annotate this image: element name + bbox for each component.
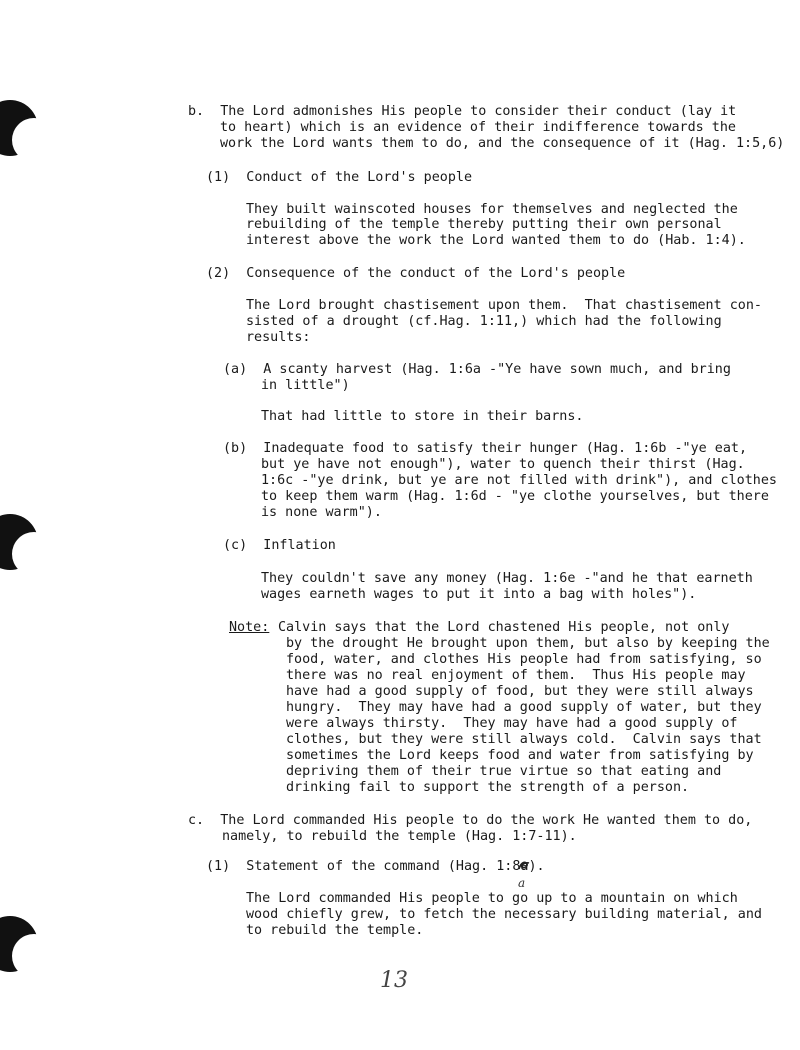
- handwritten-mark: a: [518, 876, 526, 890]
- text-line: sisted of a drought (cf.Hag. 1:11,) which had the following: [246, 314, 722, 329]
- text-line: to heart) which is an evidence of their indifference towards the: [220, 120, 736, 135]
- text-line: wood chiefly grew, to fetch the necessary building material, and: [246, 907, 762, 922]
- text-line: work the Lord wants them to do, and the consequence of it (Hag. 1:5,6): [220, 136, 785, 151]
- text-line: were always thirsty. They may have had a good supply of: [286, 716, 738, 731]
- text-line: namely, to rebuild the temple (Hag. 1:7-11).: [222, 829, 577, 844]
- text-line: there was no real enjoyment of them. Thus His people may: [286, 668, 746, 683]
- text-line: wages earneth wages to put it into a bag with holes").: [261, 587, 697, 602]
- text-line: is none warm").: [261, 505, 382, 520]
- text-line: b. The Lord admonishes His people to consider their conduct (lay it: [188, 104, 737, 119]
- text-line: sometimes the Lord keeps food and water from satisfying by: [286, 748, 754, 763]
- binder-hole-middle: [0, 514, 38, 570]
- text-line: Note:: [229, 620, 270, 635]
- text-line: depriving them of their true virtue so that eating and: [286, 764, 722, 779]
- text-line: to keep them warm (Hag. 1:6d - "ye clothe yourselves, but there: [261, 489, 769, 504]
- binder-hole-top: [0, 100, 38, 156]
- text-line: drinking fail to support the strength of a person.: [286, 780, 690, 795]
- text-line: (b) Inadequate food to satisfy their hunger (Hag. 1:6b -"ye eat,: [223, 441, 748, 456]
- text-line: results:: [246, 330, 311, 345]
- text-line: 1:6c -"ye drink, but ye are not filled with drink"), and clothes: [261, 473, 777, 488]
- text-line: food, water, and clothes His people had from satisfying, so: [286, 652, 762, 667]
- text-line: (1) Statement of the command (Hag. 1:8a).: [206, 859, 545, 874]
- text-line: by the drought He brought upon them, but also by keeping the: [286, 636, 770, 651]
- text-line: The Lord brought chastisement upon them. That chastisement con-: [246, 298, 762, 313]
- text-line: (a) A scanty harvest (Hag. 1:6a -"Ye have sown much, and bring: [223, 362, 731, 377]
- text-line: c. The Lord commanded His people to do the work He wanted them to do,: [188, 813, 753, 828]
- binder-hole-bottom: [0, 916, 38, 972]
- text-line: (1) Conduct of the Lord's people: [206, 170, 473, 185]
- text-line: They built wainscoted houses for themselves and neglected the: [246, 202, 738, 217]
- text-line: clothes, but they were still always cold. Calvin says that: [286, 732, 762, 747]
- page-number: 13: [380, 968, 408, 993]
- text-line: in little"): [261, 378, 350, 393]
- text-line: (c) Inflation: [223, 538, 336, 553]
- text-line: interest above the work the Lord wanted them to do (Hab. 1:4).: [246, 233, 746, 248]
- text-line: to rebuild the temple.: [246, 923, 424, 938]
- text-line: That had little to store in their barns.: [261, 409, 584, 424]
- text-line: rebuilding of the temple thereby putting their own personal: [246, 217, 722, 232]
- text-line: but ye have not enough"), water to quench their thirst (Hag.: [261, 457, 745, 472]
- text-line: (2) Consequence of the conduct of the Lord's people: [206, 266, 626, 281]
- handwritten-correction-scribble: [517, 860, 531, 871]
- text-line: hungry. They may have had a good supply of water, but they: [286, 700, 762, 715]
- text-line: They couldn't save any money (Hag. 1:6e -"and he that earneth: [261, 571, 753, 586]
- text-line: The Lord commanded His people to go up to a mountain on which: [246, 891, 738, 906]
- text-line: Calvin says that the Lord chastened His people, not only: [278, 620, 730, 635]
- text-line: have had a good supply of food, but they were still always: [286, 684, 754, 699]
